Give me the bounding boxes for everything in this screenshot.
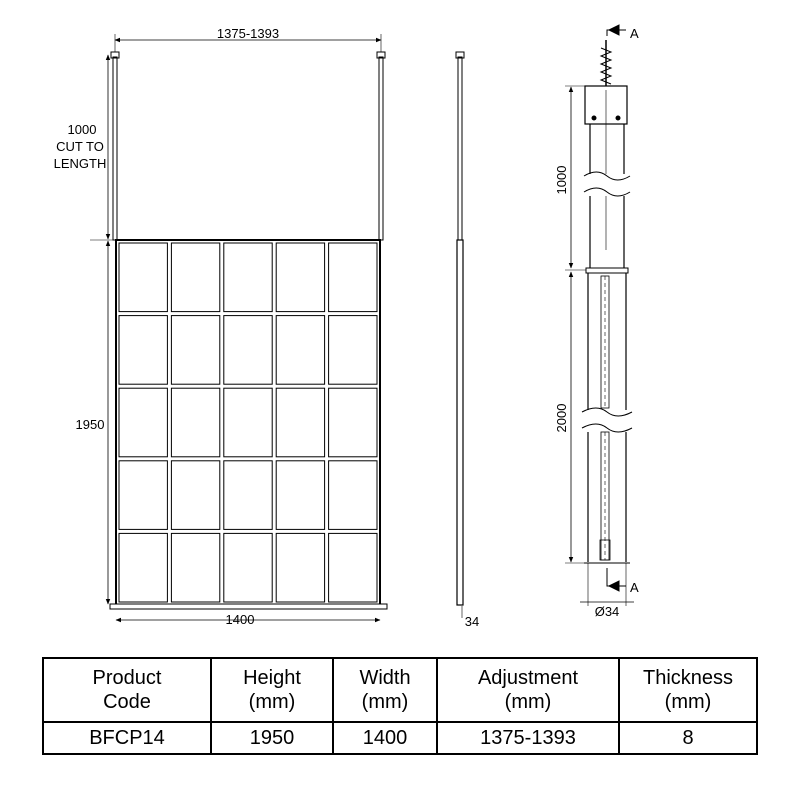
glass-pane — [224, 243, 272, 312]
glass-pane — [329, 533, 377, 602]
upper-break-line-1 — [584, 172, 630, 180]
mount-screw-right — [616, 116, 620, 120]
section-upper-label: 1000 — [554, 165, 569, 195]
glass-pane — [276, 533, 324, 602]
glass-pane — [224, 533, 272, 602]
floor-channel — [110, 604, 387, 609]
section-marker-bottom-label: A — [630, 580, 639, 595]
lower-break-line-2 — [582, 424, 632, 432]
upper-break-line-2 — [584, 188, 630, 196]
front-view — [90, 34, 387, 620]
glass-pane — [171, 461, 219, 530]
mount-screw-left — [592, 116, 596, 120]
glass-pane — [119, 388, 167, 457]
glass-pane — [276, 461, 324, 530]
section-detail — [565, 25, 634, 606]
header-height: Height (mm) — [211, 658, 333, 722]
section-marker-top-label: A — [630, 26, 639, 41]
header-width: Width (mm) — [333, 658, 437, 722]
glass-pane — [276, 388, 324, 457]
header-product-code: Product Code — [43, 658, 211, 722]
header-adjustment: Adjustment (mm) — [437, 658, 619, 722]
glass-pane — [171, 316, 219, 385]
glass-pane — [119, 243, 167, 312]
cell-thickness: 8 — [619, 722, 757, 754]
floor-foot — [600, 540, 610, 560]
left-ceiling-post — [113, 57, 117, 240]
section-lower-label: 2000 — [554, 403, 569, 433]
glass-pane — [224, 461, 272, 530]
glass-grid — [119, 243, 377, 602]
spec-table — [42, 657, 758, 755]
glass-pane — [171, 243, 219, 312]
side-view — [456, 52, 464, 618]
diameter-label: Ø34 — [594, 604, 620, 619]
glass-pane — [329, 243, 377, 312]
section-marker-bottom-arrow — [609, 581, 619, 591]
cell-height: 1950 — [211, 722, 333, 754]
header-thickness: Thickness (mm) — [619, 658, 757, 722]
glass-pane — [224, 316, 272, 385]
joint-collar — [586, 268, 628, 273]
glass-pane — [329, 461, 377, 530]
side-panel — [457, 240, 463, 605]
glass-pane — [276, 316, 324, 385]
width-adjust-label: 1375-1393 — [216, 26, 280, 41]
glass-pane — [224, 388, 272, 457]
cell-product-code: BFCP14 — [43, 722, 211, 754]
length-label: LENGTH — [53, 156, 107, 171]
section-marker-top-arrow — [609, 25, 619, 35]
spec-table-header-row — [43, 658, 757, 722]
cut-to-label: CUT TO — [56, 139, 104, 154]
glass-pane — [329, 316, 377, 385]
panel-height-label: 1950 — [75, 417, 105, 432]
glass-pane — [276, 243, 324, 312]
cell-adjustment: 1375-1393 — [437, 722, 619, 754]
glass-pane — [119, 533, 167, 602]
right-ceiling-post — [379, 57, 383, 240]
upper-height-label: 1000 — [67, 122, 97, 137]
panel-width-label: 1400 — [225, 612, 255, 627]
cell-width: 1400 — [333, 722, 437, 754]
lower-break-line-1 — [582, 408, 632, 416]
glass-pane — [329, 388, 377, 457]
glass-pane — [119, 461, 167, 530]
glass-pane — [171, 533, 219, 602]
spec-table-row — [43, 722, 757, 754]
side-thickness-label: 34 — [464, 614, 480, 629]
panel-frame — [116, 240, 380, 605]
glass-pane — [171, 388, 219, 457]
glass-pane — [119, 316, 167, 385]
side-upper-post — [458, 57, 462, 240]
